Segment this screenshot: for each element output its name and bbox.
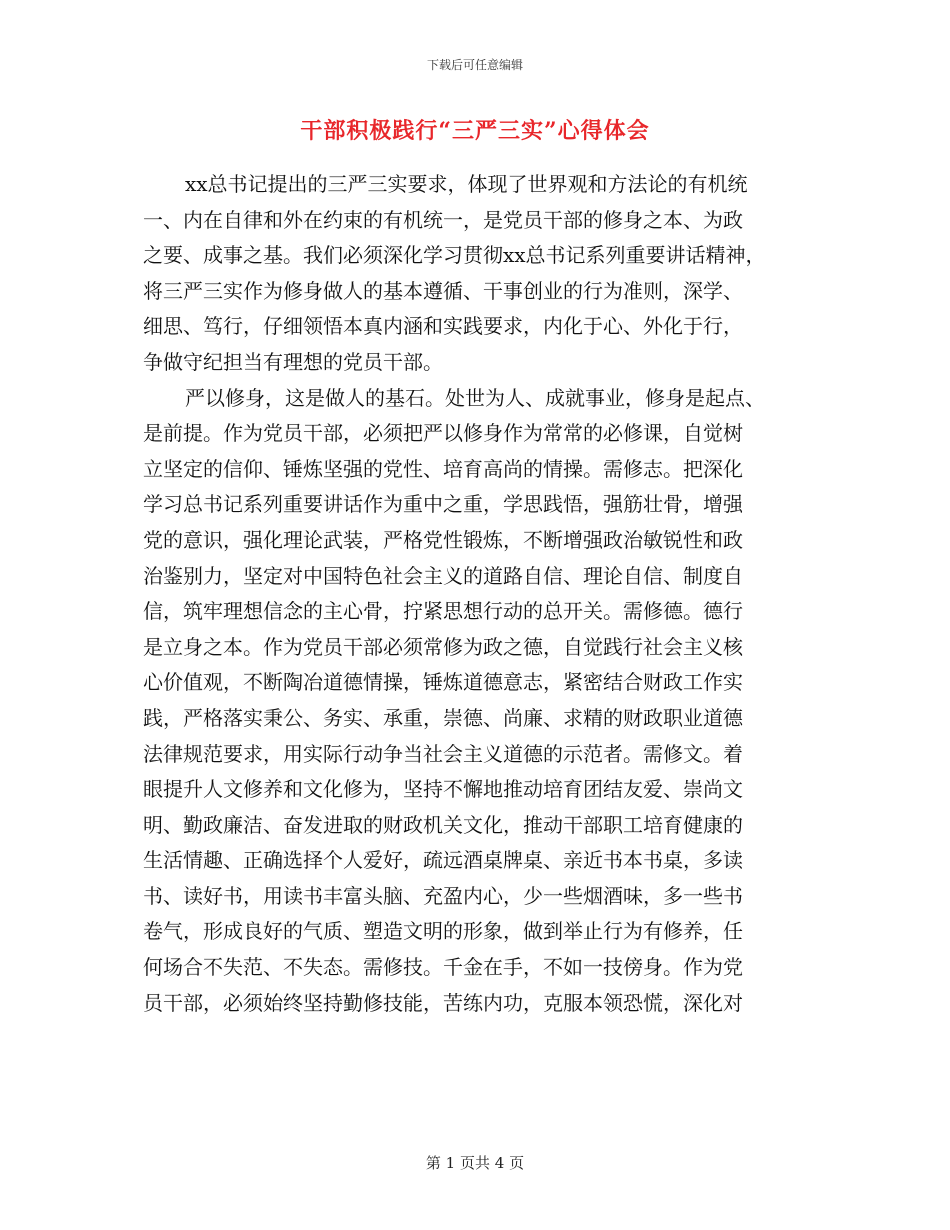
- document-body: [143, 167, 808, 1021]
- text-line: 书、读好书，用读书丰富头脑、充盈内心，少一些烟酒味，多一些书: [143, 883, 743, 908]
- text-line: xx总书记提出的三严三实要求，体现了世界观和方法论的有机统: [185, 172, 748, 196]
- text-line: 法律规范要求，用实际行动争当社会主义道德的示范者。需修文。着: [143, 741, 743, 766]
- text-line: 信，筑牢理想信念的主心骨，拧紧思想行动的总开关。需修德。德行: [143, 599, 743, 624]
- text-line: 将三严三实作为修身做人的基本遵循、干事创业的行为准则，深学、: [143, 278, 743, 303]
- text-line: 员干部，必须始终坚持勤修技能，苦练内功，克服本领恐慌，深化对: [143, 990, 743, 1015]
- text-line: 生活情趣、正确选择个人爱好，疏远酒桌牌桌、亲近书本书桌，多读: [143, 848, 743, 873]
- text-line: 明、勤政廉洁、奋发进取的财政机关文化，推动干部职工培育健康的: [143, 812, 743, 837]
- text-line: 一、内在自律和外在约束的有机统一，是党员干部的修身之本、为政: [143, 207, 743, 232]
- text-line: 是前提。作为党员干部，必须把严以修身作为常常的必修课，自觉树: [143, 421, 743, 446]
- text-line: 争做守纪担当有理想的党员干部。: [143, 349, 443, 374]
- text-line: 立坚定的信仰、锤炼坚强的党性、培育高尚的情操。需修志。把深化: [143, 456, 743, 481]
- text-line: 学习总书记系列重要讲话作为重中之重，学思践悟，强筋壮骨，增强: [143, 492, 743, 517]
- text-line: 之要、成事之基。我们必须深化学习贯彻xx总书记系列重要讲话精神，: [143, 243, 766, 268]
- text-line: 严以修身，这是做人的基石。处世为人、成就事业，修身是起点、: [185, 385, 765, 410]
- paragraph-1: [143, 167, 808, 381]
- text-line: 党的意识，强化理论武装，严格党性锻炼，不断增强政治敏锐性和政: [143, 527, 743, 552]
- text-line: 何场合不失范、不失态。需修技。千金在手，不如一技傍身。作为党: [143, 955, 743, 980]
- page-indicator: 第 1 页共 4 页: [425, 1154, 525, 1172]
- text-line: 治鉴别力，坚定对中国特色社会主义的道路自信、理论自信、制度自: [143, 563, 743, 588]
- header-note: 下载后可任意编辑: [426, 58, 523, 72]
- text-line: 卷气，形成良好的气质、塑造文明的形象，做到举止行为有修养，任: [143, 919, 743, 944]
- text-line: 眼提升人文修养和文化修为，坚持不懈地推动培育团结友爱、崇尚文: [143, 777, 743, 802]
- text-line: 细思、笃行，仔细领悟本真内涵和实践要求，内化于心、外化于行，: [143, 314, 743, 339]
- text-line: 践，严格落实秉公、务实、承重，崇德、尚廉、求精的财政职业道德: [143, 705, 743, 730]
- document-title: 干部积极践行“三严三实”心得体会: [300, 118, 650, 144]
- text-line: 是立身之本。作为党员干部必须常修为政之德，自觉践行社会主义核: [143, 634, 743, 659]
- paragraph-2: [143, 381, 808, 1022]
- text-line: 心价值观，不断陶冶道德情操，锤炼道德意志，紧密结合财政工作实: [143, 670, 743, 695]
